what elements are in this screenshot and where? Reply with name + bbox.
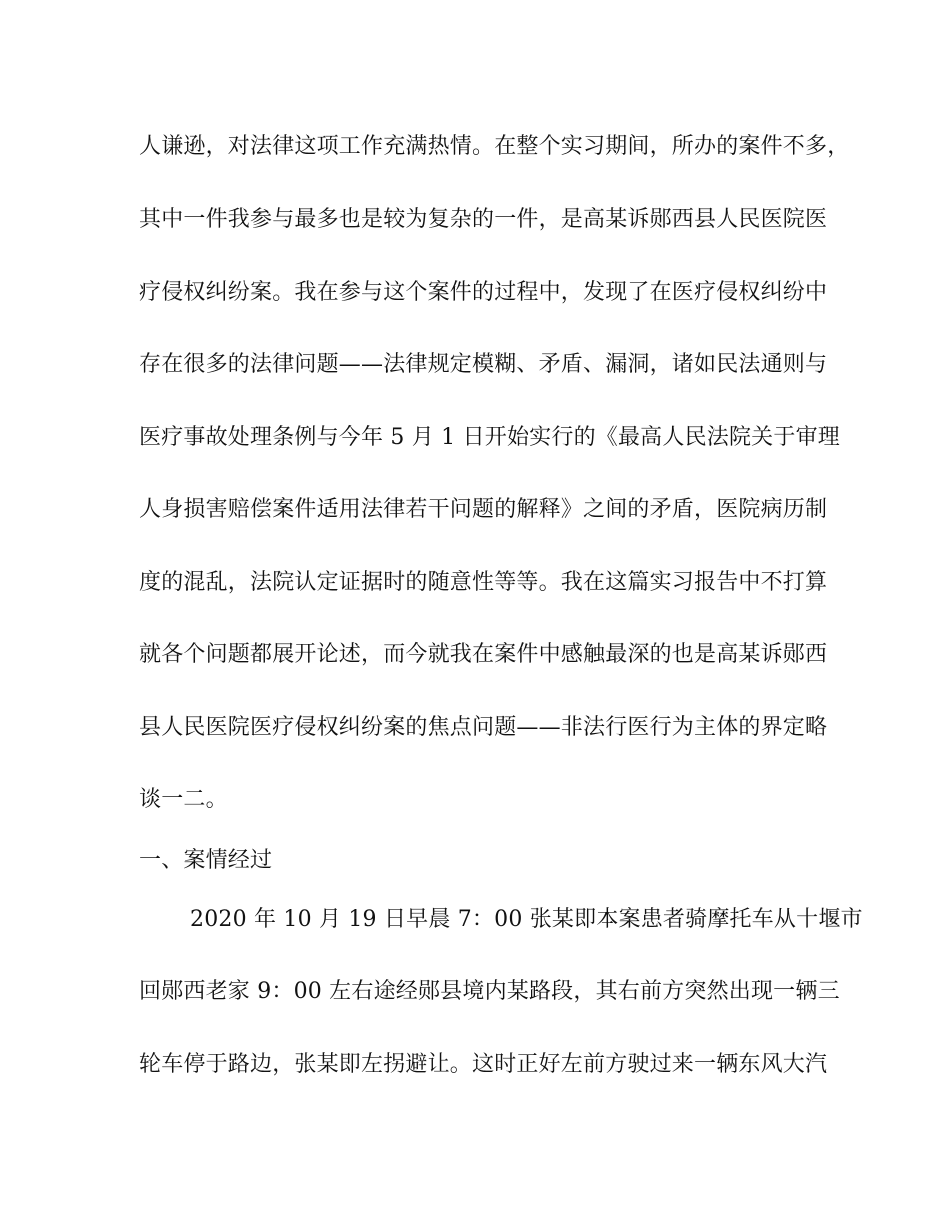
paragraph-line: 谈一二。 <box>139 787 228 812</box>
paragraph-line: 存在很多的法律问题——法律规定模糊、矛盾、漏洞，诸如民法通则与 <box>139 352 828 377</box>
paragraph-line: 2020 年 10 月 19 日早晨 7：00 张某即本案患者骑摩托车从十堰市 <box>190 907 863 932</box>
paragraph-line: 人身损害赔偿案件适用法律若干问题的解释》之间的矛盾，医院病历制 <box>139 497 828 522</box>
paragraph-line: 医疗事故处理条例与今年 5 月 1 日开始实行的《最高人民法院关于审理 <box>139 425 840 450</box>
paragraph-line: 轮车停于路边，张某即左拐避让。这时正好左前方驶过来一辆东风大汽 <box>139 1052 828 1077</box>
paragraph-line: 人谦逊，对法律这项工作充满热情。在整个实习期间，所办的案件不多， <box>139 134 850 159</box>
paragraph-line: 度的混乱，法院认定证据时的随意性等等。我在这篇实习报告中不打算 <box>139 570 828 595</box>
paragraph-line: 回郧西老家 9：00 左右途经郧县境内某路段，其右前方突然出现一辆三 <box>139 979 840 1004</box>
paragraph-line: 就各个问题都展开论述，而今就我在案件中感触最深的也是高某诉郧西 <box>139 642 828 667</box>
paragraph-line: 县人民医院医疗侵权纠纷案的焦点问题——非法行医行为主体的界定略 <box>139 715 828 740</box>
paragraph-line: 其中一件我参与最多也是较为复杂的一件，是高某诉郧西县人民医院医 <box>139 207 828 232</box>
section-heading: 一、案情经过 <box>139 848 273 873</box>
paragraph-line: 疗侵权纠纷案。我在参与这个案件的过程中，发现了在医疗侵权纠纷中 <box>139 280 828 305</box>
